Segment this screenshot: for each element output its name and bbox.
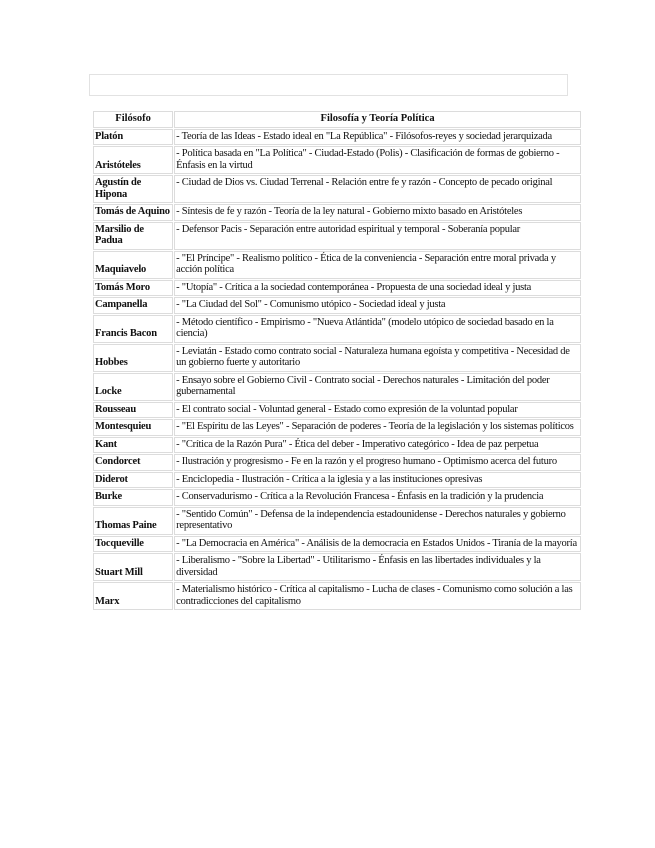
table-row: [93, 146, 581, 174]
philosophy-description: - Ensayo sobre el Gobierno Civil - Contrato social - Derechos naturales - Limitación del poder gubernamental: [174, 373, 581, 401]
philosopher-name: Rousseau: [93, 402, 173, 419]
philosophy-description: - Liberalismo - "Sobre la Libertad" - Utilitarismo - Énfasis en las libertades individuales y la diversidad: [174, 553, 581, 581]
philosophy-description: - Política basada en "La Política" - Ciudad-Estado (Polis) - Clasificación de formas de gobierno - Énfasis en la virtud: [174, 146, 581, 174]
philosophy-description: - Ilustración y progresismo - Fe en la razón y el progreso humano - Optimismo acerca del futuro: [174, 454, 581, 471]
table-row: [93, 553, 581, 581]
table-row: [93, 297, 581, 314]
philosophy-description: - "La Democracia en América" - Análisis de la democracia en Estados Unidos - Tiranía de la mayoría: [174, 536, 581, 553]
table-row: [93, 402, 581, 419]
philosopher-name: Stuart Mill: [93, 553, 173, 581]
philosophy-description: - Enciclopedia - Ilustración - Crítica a la iglesia y a las instituciones opresivas: [174, 472, 581, 489]
table-row: [93, 437, 581, 454]
philosophy-description: - Conservadurismo - Crítica a la Revolución Francesa - Énfasis en la tradición y la prudencia: [174, 489, 581, 506]
table-row: [93, 129, 581, 146]
philosopher-name: Maquiavelo: [93, 251, 173, 279]
philosophers-table: [92, 110, 582, 611]
philosopher-name: Tomás de Aquino: [93, 204, 173, 221]
philosopher-name: Kant: [93, 437, 173, 454]
philosopher-name: Thomas Paine: [93, 507, 173, 535]
table-row: [93, 472, 581, 489]
header-blank-box: [89, 74, 568, 96]
philosopher-name: Condorcet: [93, 454, 173, 471]
philosopher-name: Diderot: [93, 472, 173, 489]
philosophy-description: - Método científico - Empirismo - "Nueva Atlántida" (modelo utópico de sociedad basado en la ciencia): [174, 315, 581, 343]
philosophy-description: - Ciudad de Dios vs. Ciudad Terrenal - Relación entre fe y razón - Concepto de pecado original: [174, 175, 581, 203]
table-row: [93, 536, 581, 553]
philosopher-name: Campanella: [93, 297, 173, 314]
philosophers-table-container: [92, 110, 582, 611]
table-row: [93, 204, 581, 221]
philosophy-description: - "El Príncipe" - Realismo político - Ética de la conveniencia - Separación entre moral privada y acción política: [174, 251, 581, 279]
table-row: [93, 419, 581, 436]
table-row: [93, 251, 581, 279]
philosopher-name: Tocqueville: [93, 536, 173, 553]
table-row: [93, 582, 581, 610]
philosopher-name: Platón: [93, 129, 173, 146]
philosopher-name: Burke: [93, 489, 173, 506]
table-row: [93, 280, 581, 297]
philosophy-description: - Materialismo histórico - Crítica al capitalismo - Lucha de clases - Comunismo como solución a las contradicciones del capitalismo: [174, 582, 581, 610]
philosopher-name: Francis Bacon: [93, 315, 173, 343]
table-row: [93, 454, 581, 471]
philosopher-name: Marsilio de Padua: [93, 222, 173, 250]
philosophy-description: - El contrato social - Voluntad general - Estado como expresión de la voluntad popular: [174, 402, 581, 419]
philosophy-description: - Teoría de las Ideas - Estado ideal en "La República" - Filósofos-reyes y sociedad jerarquizada: [174, 129, 581, 146]
philosophy-description: - "Utopía" - Crítica a la sociedad contemporánea - Propuesta de una sociedad ideal y justa: [174, 280, 581, 297]
table-row: [93, 489, 581, 506]
philosopher-name: Locke: [93, 373, 173, 401]
philosopher-name: Marx: [93, 582, 173, 610]
philosophy-description: - Defensor Pacis - Separación entre autoridad espiritual y temporal - Soberanía popular: [174, 222, 581, 250]
philosopher-name: Agustín de Hipona: [93, 175, 173, 203]
philosophy-description: - Leviatán - Estado como contrato social - Naturaleza humana egoísta y competitiva - Necesidad de un gobierno fuerte y autoritario: [174, 344, 581, 372]
table-row: [93, 222, 581, 250]
table-row: [93, 373, 581, 401]
philosophy-description: - "La Ciudad del Sol" - Comunismo utópico - Sociedad ideal y justa: [174, 297, 581, 314]
table-row: [93, 344, 581, 372]
table-header-row: [93, 111, 581, 128]
table-row: [93, 315, 581, 343]
header-philosopher: Filósofo: [93, 111, 173, 128]
table-row: [93, 507, 581, 535]
header-philosophy: Filosofía y Teoría Política: [174, 111, 581, 128]
table-row: [93, 175, 581, 203]
philosophy-description: - "El Espíritu de las Leyes" - Separación de poderes - Teoría de la legislación y los sistemas políticos: [174, 419, 581, 436]
philosopher-name: Aristóteles: [93, 146, 173, 174]
philosopher-name: Hobbes: [93, 344, 173, 372]
philosophy-description: - "Sentido Común" - Defensa de la independencia estadounidense - Derechos naturales y gobierno representativo: [174, 507, 581, 535]
philosopher-name: Tomás Moro: [93, 280, 173, 297]
philosophy-description: - "Crítica de la Razón Pura" - Ética del deber - Imperativo categórico - Idea de paz perpetua: [174, 437, 581, 454]
philosopher-name: Montesquieu: [93, 419, 173, 436]
philosophy-description: - Síntesis de fe y razón - Teoría de la ley natural - Gobierno mixto basado en Aristóteles: [174, 204, 581, 221]
